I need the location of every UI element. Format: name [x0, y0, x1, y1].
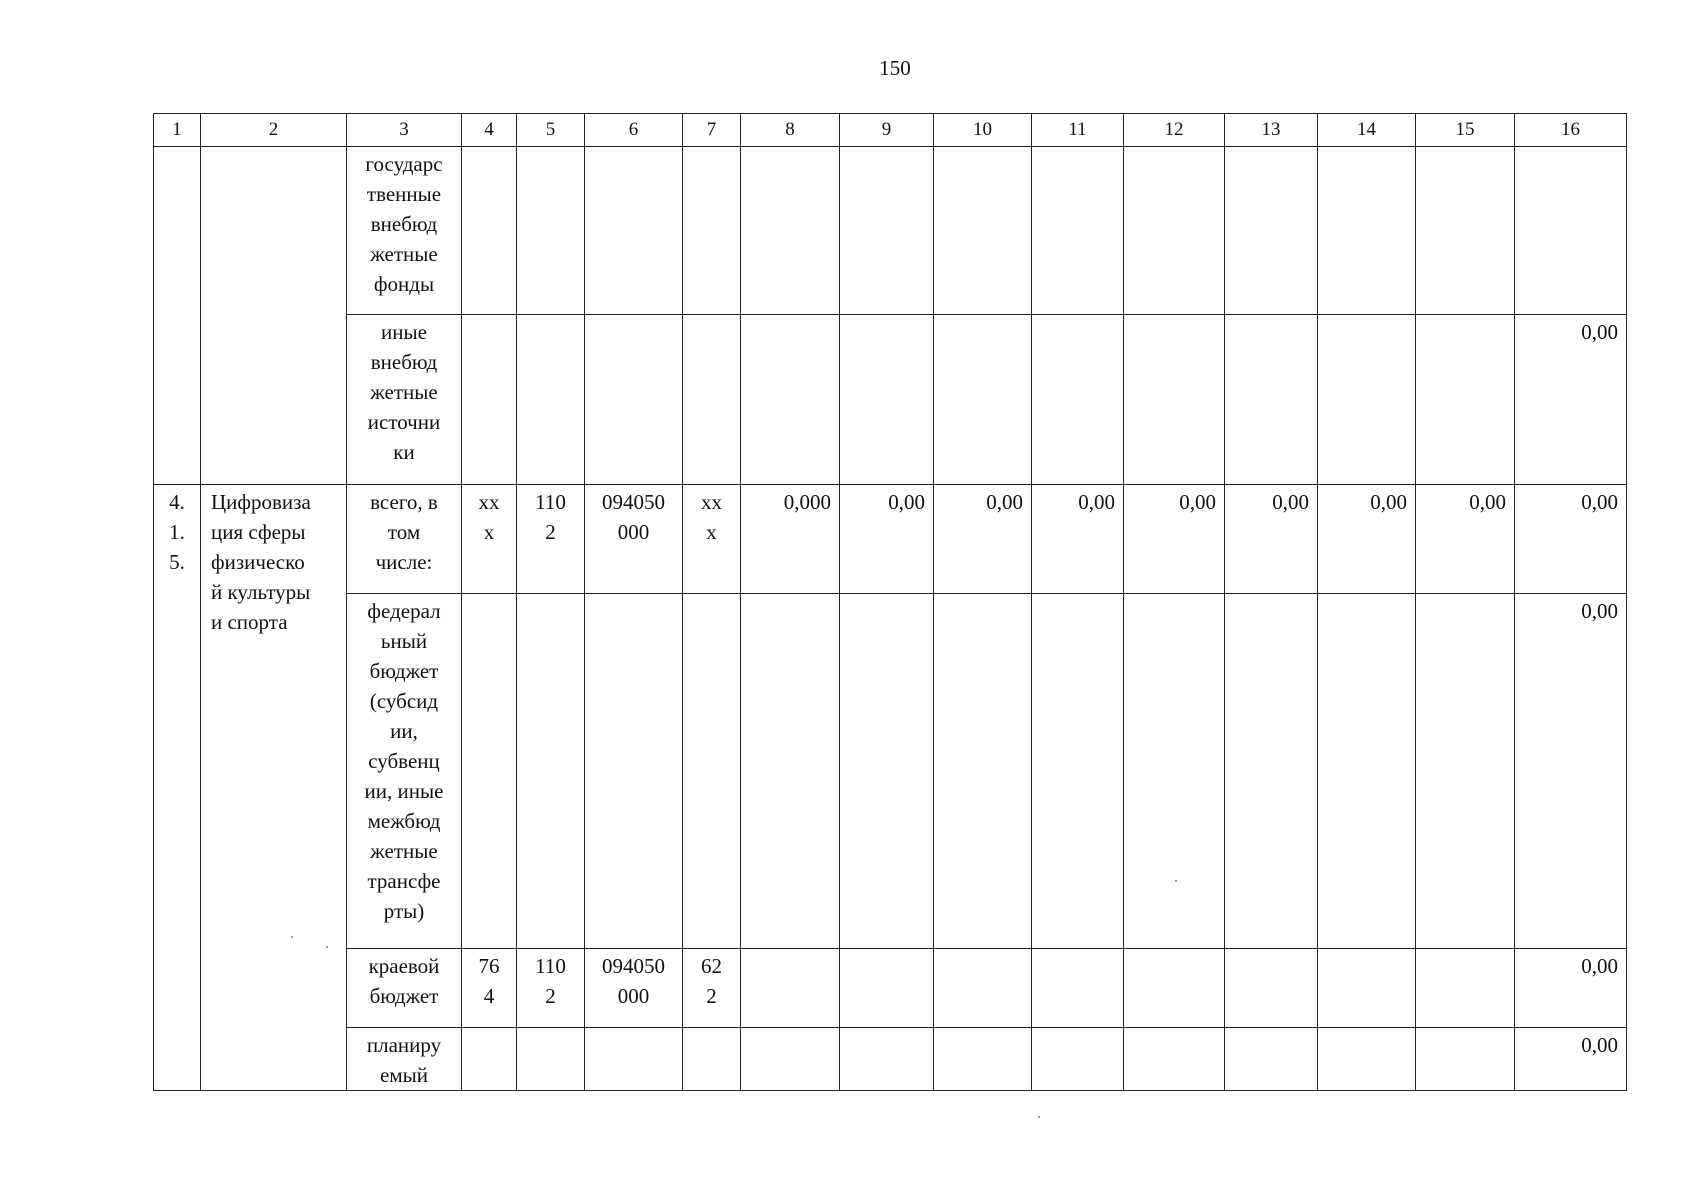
empty-cell — [517, 315, 585, 485]
empty-cell — [462, 1028, 517, 1091]
scan-speck — [291, 936, 293, 938]
empty-cell — [1032, 1028, 1124, 1091]
empty-cell — [1416, 949, 1515, 1028]
empty-cell — [517, 594, 585, 949]
empty-cell — [840, 1028, 934, 1091]
empty-cell — [1515, 147, 1627, 315]
column-number-row — [154, 114, 1627, 147]
code-cell: 094050 000 — [585, 485, 683, 594]
empty-cell — [1225, 1028, 1318, 1091]
code-cell: 76 4 — [462, 949, 517, 1028]
amount-cell: 0,00 — [1318, 485, 1416, 594]
page-number: 150 — [879, 56, 911, 80]
empty-cell — [1225, 147, 1318, 315]
empty-cell — [1124, 315, 1225, 485]
empty-cell — [840, 315, 934, 485]
empty-cell — [462, 315, 517, 485]
scan-speck — [1175, 880, 1177, 882]
code-cell: 094050 000 — [585, 949, 683, 1028]
scan-speck — [326, 946, 328, 948]
funding-source-cell: планиру емый — [347, 1028, 462, 1091]
column-number: 6 — [585, 114, 683, 147]
table-row-total — [154, 485, 1627, 594]
empty-cell — [934, 949, 1032, 1028]
empty-cell — [683, 315, 741, 485]
amount-cell: 0,00 — [1515, 949, 1627, 1028]
funding-source-cell: всего, в том числе: — [347, 485, 462, 594]
amount-cell: 0,00 — [840, 485, 934, 594]
column-number: 2 — [201, 114, 347, 147]
empty-cell — [1032, 147, 1124, 315]
column-number: 11 — [1032, 114, 1124, 147]
column-number: 13 — [1225, 114, 1318, 147]
empty-cell — [1032, 594, 1124, 949]
table-row-regional-budget — [154, 949, 1627, 1028]
empty-cell — [1318, 315, 1416, 485]
empty-cell — [585, 315, 683, 485]
empty-cell — [1416, 1028, 1515, 1091]
empty-cell — [683, 147, 741, 315]
amount-cell: 0,00 — [934, 485, 1032, 594]
funding-source-cell: краевой бюджет — [347, 949, 462, 1028]
table-row-state-funds — [154, 147, 1627, 315]
empty-cell — [1032, 949, 1124, 1028]
amount-cell: 0,00 — [1515, 485, 1627, 594]
empty-cell — [517, 147, 585, 315]
column-number: 8 — [741, 114, 840, 147]
empty-cell — [741, 594, 840, 949]
empty-cell — [741, 1028, 840, 1091]
code-cell: хх х — [462, 485, 517, 594]
empty-cell — [1225, 949, 1318, 1028]
empty-cell — [741, 315, 840, 485]
amount-cell: 0,00 — [1225, 485, 1318, 594]
code-cell: 110 2 — [517, 949, 585, 1028]
column-number: 12 — [1124, 114, 1225, 147]
empty-cell — [934, 315, 1032, 485]
amount-cell: 0,00 — [1032, 485, 1124, 594]
item-name-cell: Цифровиза ция сферы физическо й культуры и спорта — [201, 485, 347, 1091]
amount-cell: 0,00 — [1124, 485, 1225, 594]
budget-table — [153, 113, 1627, 1091]
empty-cell — [585, 147, 683, 315]
empty-cell — [1124, 949, 1225, 1028]
column-number: 4 — [462, 114, 517, 147]
empty-cell — [683, 594, 741, 949]
empty-cell — [840, 147, 934, 315]
empty-cell — [840, 594, 934, 949]
empty-cell — [585, 594, 683, 949]
column-number: 1 — [154, 114, 201, 147]
column-number: 14 — [1318, 114, 1416, 147]
empty-cell — [1416, 594, 1515, 949]
empty-cell — [741, 147, 840, 315]
empty-cell — [1416, 147, 1515, 315]
amount-cell: 0,00 — [1515, 594, 1627, 949]
scan-speck — [1038, 1116, 1040, 1118]
column-number: 9 — [840, 114, 934, 147]
funding-source-cell: иные внебюд жетные источни ки — [347, 315, 462, 485]
column-number: 16 — [1515, 114, 1627, 147]
amount-cell: 0,00 — [1416, 485, 1515, 594]
code-cell: хх х — [683, 485, 741, 594]
code-cell: 62 2 — [683, 949, 741, 1028]
amount-cell: 0,00 — [1515, 1028, 1627, 1091]
empty-cell — [1318, 594, 1416, 949]
column-number: 7 — [683, 114, 741, 147]
empty-cell — [934, 1028, 1032, 1091]
empty-cell — [462, 147, 517, 315]
table-row-planned — [154, 1028, 1627, 1091]
empty-cell — [934, 147, 1032, 315]
empty-cell — [1225, 594, 1318, 949]
empty-cell — [1032, 315, 1124, 485]
empty-cell — [1416, 315, 1515, 485]
empty-cell — [1318, 949, 1416, 1028]
empty-cell — [517, 1028, 585, 1091]
column-number: 15 — [1416, 114, 1515, 147]
empty-cell — [1124, 147, 1225, 315]
empty-cell — [1318, 147, 1416, 315]
table-row-federal-budget — [154, 594, 1627, 949]
item-number-cell: 4. 1. 5. — [154, 485, 201, 1091]
empty-cell — [683, 1028, 741, 1091]
amount-cell: 0,000 — [741, 485, 840, 594]
empty-cell — [201, 147, 347, 485]
column-number: 5 — [517, 114, 585, 147]
empty-cell — [1124, 1028, 1225, 1091]
empty-cell — [1225, 315, 1318, 485]
funding-source-cell: федерал ьный бюджет (субсид ии, субвенц ии, иные межбюд жетные трансфе рты) — [347, 594, 462, 949]
empty-cell — [462, 594, 517, 949]
code-cell: 110 2 — [517, 485, 585, 594]
empty-cell — [934, 594, 1032, 949]
empty-cell — [1318, 1028, 1416, 1091]
column-number: 10 — [934, 114, 1032, 147]
table-row-other-extrabudgetary — [154, 315, 1627, 485]
amount-cell: 0,00 — [1515, 315, 1627, 485]
empty-cell — [840, 949, 934, 1028]
column-number: 3 — [347, 114, 462, 147]
empty-cell — [585, 1028, 683, 1091]
empty-cell — [1124, 594, 1225, 949]
funding-source-cell: государс твенные внебюд жетные фонды — [347, 147, 462, 315]
empty-cell — [741, 949, 840, 1028]
empty-cell — [154, 147, 201, 485]
